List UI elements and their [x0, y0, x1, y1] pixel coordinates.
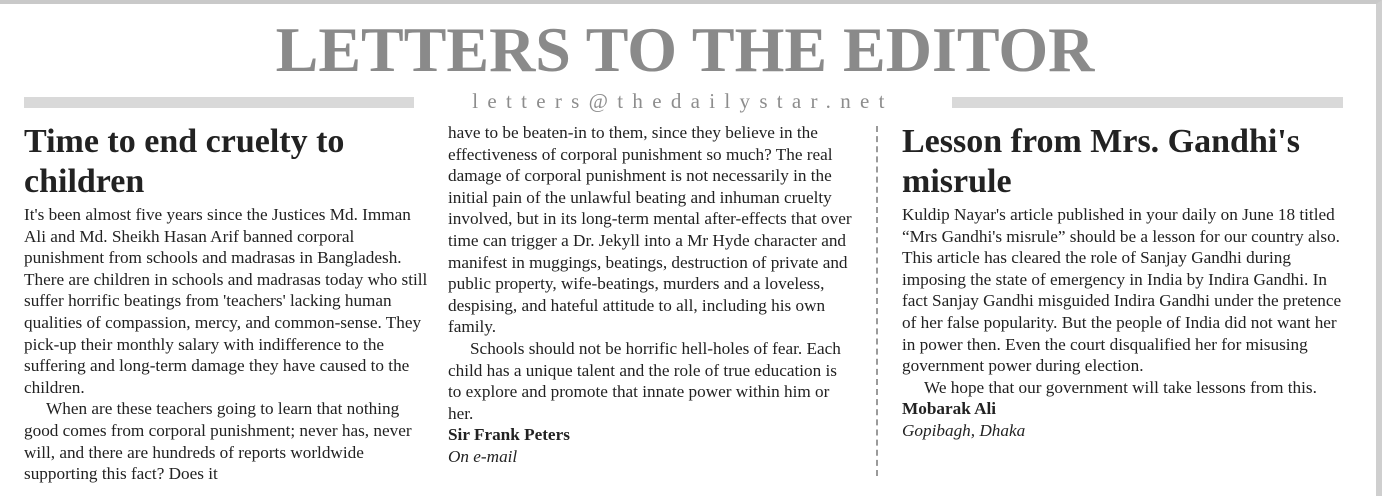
section-title: LETTERS TO THE EDITOR — [275, 14, 1095, 85]
letter-1-signature: Sir Frank Peters — [448, 425, 570, 445]
letter-1-paragraph-2-continued: have to be beaten-in to them, since they believe in the effectiveness of corporal punishment so much? The real damage of corporal punishment is not necessarily in the initial pain of the unlawful beating and inhuman cruelty involved, but in its long-term mental after-effects that over time can trigger a Dr. Jekyll into a Mr Hyde character and manifest in muggings, beatings, destruction of private and public property, wife-beatings, murders and a loveless, despising, and hateful attitude to all, including his own family. — [448, 123, 852, 337]
editor-email[interactable]: letters@thedailystar.net — [472, 89, 894, 113]
column-1 — [24, 122, 434, 485]
title-rule-right — [952, 97, 1343, 108]
title-rule-left — [24, 97, 414, 108]
letter-1-location: On e-mail — [448, 446, 518, 466]
letter-1-headline: Time to end cruelty to children — [24, 123, 345, 200]
letter-2-body — [902, 204, 1342, 442]
letter-2-paragraph-2: We hope that our government will take lessons from this. — [924, 377, 1317, 397]
column-3 — [902, 122, 1342, 442]
letter-1-paragraph-2-start: When are these teachers going to learn that nothing good comes from corporal punishment; never has, never will, and there are hundreds of reports worldwide supporting this fact? Does it — [24, 399, 412, 484]
letter-2-paragraph-1: Kuldip Nayar's article published in your daily on June 18 titled “Mrs Gandhi's misrule” should be a lesson for our country also. This article has cleared the role of Sanjay Gandhi during imposing the state of emergency in India by Indira Gandhi. In fact Sanjay Gandhi misguided Indira Gandhi under the pretence of her false popularity. But the people of India did not want her in power then. Even the court disqualified her for misusing government power during election. — [902, 205, 1342, 376]
column-divider — [876, 126, 878, 476]
letter-2-headline: Lesson from Mrs. Gandhi's misrule — [902, 123, 1300, 200]
letter-1-paragraph-1: It's been almost five years since the Justices Md. Imman Ali and Md. Sheikh Hasan Arif banned corporal punishment from schools and madrasas in Bangladesh. There are children in schools and madrasas today who still suffer horrific beatings from 'teachers' lacking human qualities of compassion, mercy, and common-sense. They pick-up their monthly salary with indifference to the suffering and long-term damage they have caused to the children. — [24, 205, 428, 397]
letter-2-location: Gopibagh, Dhaka — [902, 420, 1026, 440]
letter-1-paragraph-3: Schools should not be horrific hell-holes of fear. Each child has a unique talent and the role of true education is to explore and promote that innate power within him or her. — [448, 338, 841, 423]
letter-2-signature: Mobarak Ali — [902, 399, 997, 419]
letter-1-body-continued — [448, 122, 854, 468]
column-2 — [448, 122, 854, 468]
letter-1-body — [24, 204, 434, 485]
